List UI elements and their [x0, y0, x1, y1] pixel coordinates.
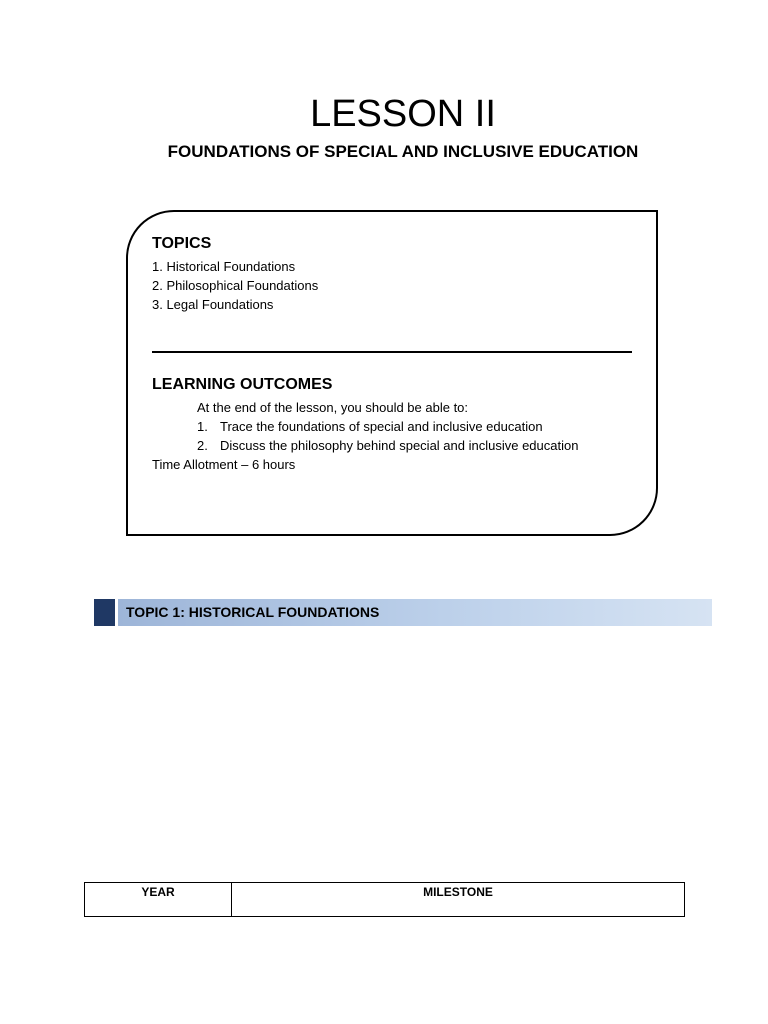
outcome-number: 1.	[197, 419, 208, 434]
outcome-text: Discuss the philosophy behind special and inclusive education	[220, 438, 579, 453]
milestone-column-header: MILESTONE	[232, 883, 685, 917]
table-header-row	[85, 883, 685, 917]
year-column-header: YEAR	[85, 883, 232, 917]
topic-item-historical: 1. Historical Foundations	[152, 259, 296, 274]
section-divider	[152, 351, 632, 353]
outcomes-intro: At the end of the lesson, you should be able to:	[197, 400, 469, 415]
outcome-item	[197, 418, 543, 436]
section-title: TOPIC 1: HISTORICAL FOUNDATIONS	[126, 604, 380, 620]
milestone-table	[84, 882, 685, 917]
topic-1-section-header	[94, 599, 712, 626]
topic-item-legal: 3. Legal Foundations	[152, 297, 274, 312]
section-title-band	[118, 599, 712, 626]
lesson-title: LESSON II	[310, 93, 496, 135]
learning-outcomes-heading: LEARNING OUTCOMES	[152, 376, 333, 393]
outcome-item	[197, 437, 578, 455]
topic-item-philosophical: 2. Philosophical Foundations	[152, 278, 319, 293]
topics-heading: TOPICS	[152, 235, 212, 252]
outcome-number: 2.	[197, 438, 208, 453]
lesson-subtitle: FOUNDATIONS OF SPECIAL AND INCLUSIVE EDUCATION	[167, 142, 639, 161]
outcome-text: Trace the foundations of special and inclusive education	[220, 419, 543, 434]
topics-outcomes-box	[126, 210, 658, 536]
time-allotment: Time Allotment – 6 hours	[152, 457, 296, 472]
section-accent-block	[94, 599, 115, 626]
